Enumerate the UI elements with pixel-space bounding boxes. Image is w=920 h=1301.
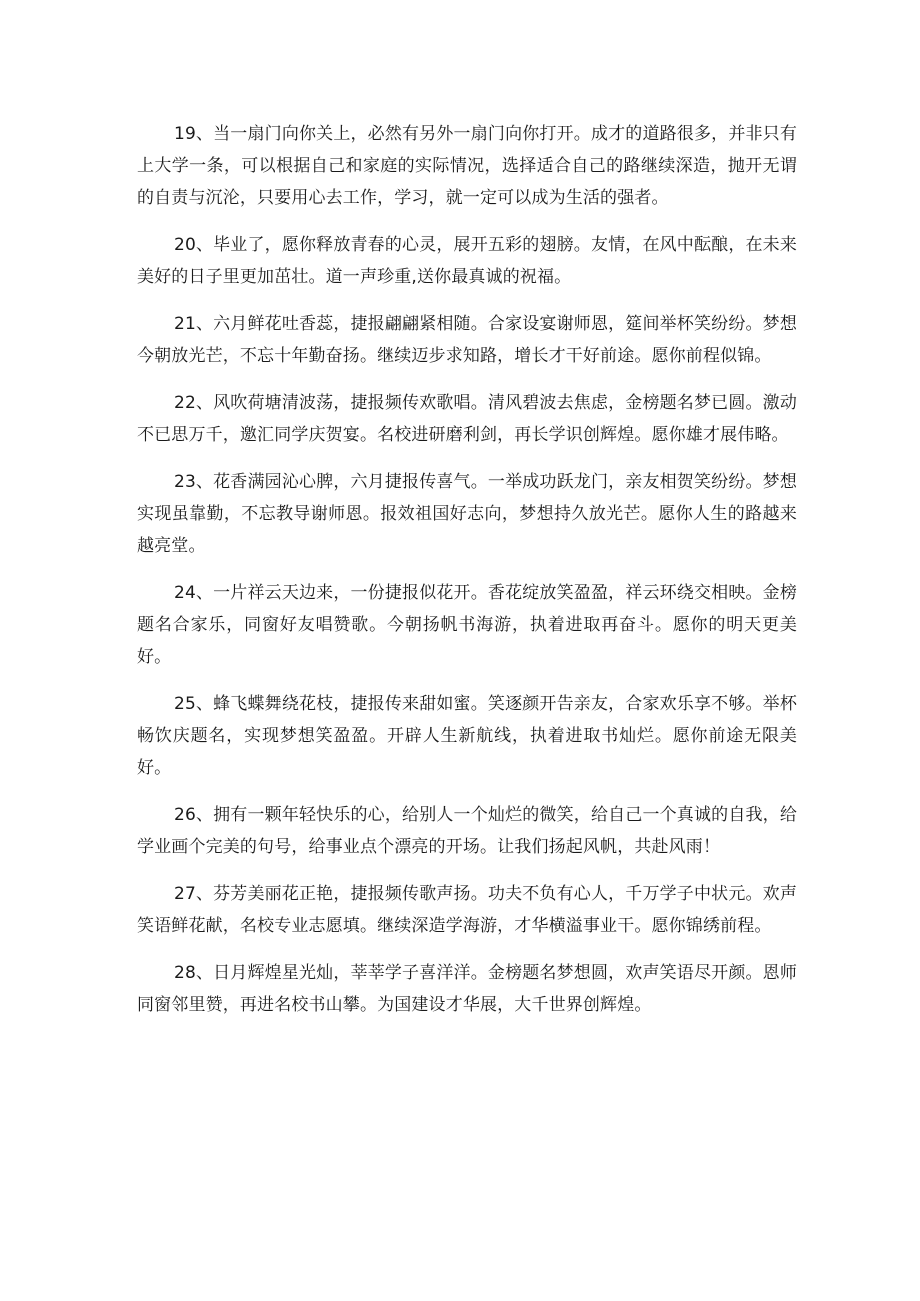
paragraph-23: 23、花香满园沁心脾，六月捷报传喜气。一举成功跃龙门，亲友相贺笑纷纷。梦想实现虽靠勤，不忘教导谢师恩。报效祖国好志向，梦想持久放光芒。愿你人生的路越来越亮堂。: [137, 472, 797, 556]
paragraph-24: 24、一片祥云天边来，一份捷报似花开。香花绽放笑盈盈，祥云环绕交相映。金榜题名合家乐，同窗好友唱赞歌。今朝扬帆书海游，执着进取再奋斗。愿你的明天更美好。: [137, 583, 797, 667]
paragraph-20: 20、毕业了，愿你释放青春的心灵，展开五彩的翅膀。友情，在风中酝酿，在未来美好的日子里更加茁壮。道一声珍重,送你最真诚的祝福。: [137, 235, 797, 287]
paragraph-22: 22、风吹荷塘清波荡，捷报频传欢歌唱。清风碧波去焦虑，金榜题名梦已圆。激动不已思万千，邀汇同学庆贺宴。名校进研磨利剑，再长学识创辉煌。愿你雄才展伟略。: [137, 393, 797, 445]
paragraph-21: 21、六月鲜花吐香蕊，捷报翩翩紧相随。合家设宴谢师恩，筵间举杯笑纷纷。梦想今朝放光芒，不忘十年勤奋扬。继续迈步求知路，增长才干好前途。愿你前程似锦。: [137, 314, 797, 366]
paragraph-25: 25、蜂飞蝶舞绕花枝，捷报传来甜如蜜。笑逐颜开告亲友，合家欢乐享不够。举杯畅饮庆题名，实现梦想笑盈盈。开辟人生新航线，执着进取书灿烂。愿你前途无限美好。: [137, 694, 797, 778]
document-body: [137, 118, 797, 1036]
paragraph-19: 19、当一扇门向你关上，必然有另外一扇门向你打开。成才的道路很多，并非只有上大学一条，可以根据自己和家庭的实际情况，选择适合自己的路继续深造，抛开无谓的自责与沉沦，只要用心去工作，学习，就一定可以成为生活的强者。: [137, 124, 797, 208]
paragraph-27: 27、芬芳美丽花正艳，捷报频传歌声扬。功夫不负有心人，千万学子中状元。欢声笑语鲜花献，名校专业志愿填。继续深造学海游，才华横溢事业干。愿你锦绣前程。: [137, 884, 797, 936]
paragraph-28: 28、日月辉煌星光灿，莘莘学子喜洋洋。金榜题名梦想圆，欢声笑语尽开颜。恩师同窗邻里赞，再进名校书山攀。为国建设才华展，大千世界创辉煌。: [137, 963, 797, 1015]
paragraph-26: 26、拥有一颗年轻快乐的心，给别人一个灿烂的微笑，给自己一个真诚的自我，给学业画个完美的句号，给事业点个漂亮的开场。让我们扬起风帆，共赴风雨！: [137, 805, 797, 857]
